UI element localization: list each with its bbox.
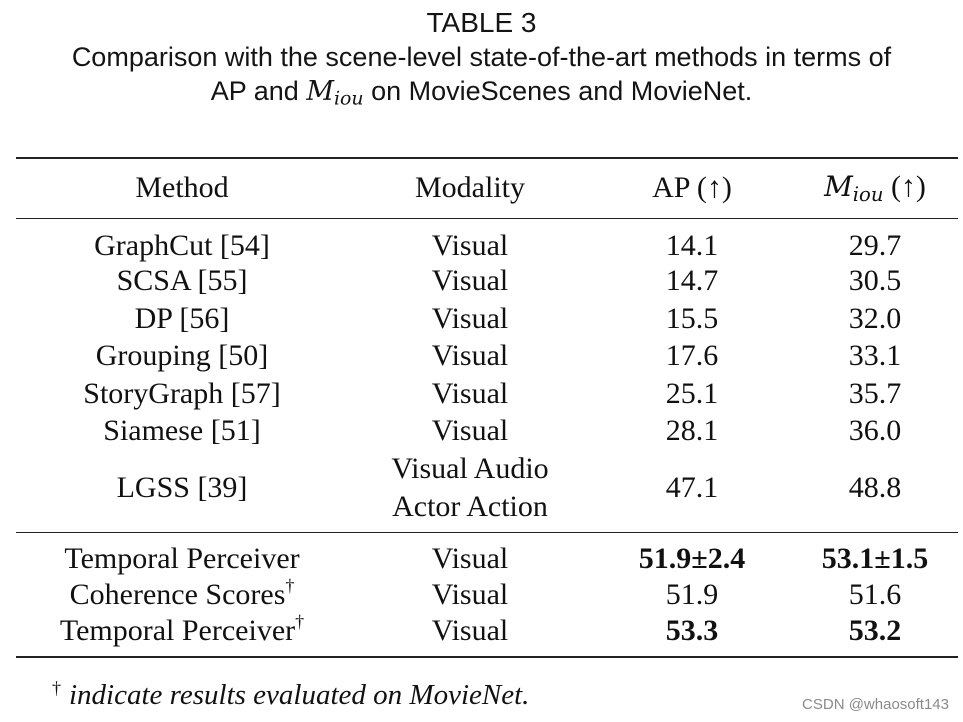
method-cell: LGSS [39] (116, 471, 248, 504)
miou-cell: 29.7 (848, 228, 902, 262)
method-cell: DP [56] (134, 301, 230, 335)
table-row (16, 375, 958, 413)
table-row (16, 413, 958, 451)
miou-cell: 48.8 (848, 471, 902, 504)
method-cell: StoryGraph [57] (83, 376, 281, 410)
table-row (16, 576, 958, 614)
method-cell: Grouping [50] (95, 339, 269, 373)
method-cell: Temporal Perceiver† (59, 611, 305, 647)
dagger-mark: † (285, 575, 295, 596)
ap-cell: 17.6 (665, 339, 719, 373)
caption-line-2-post: on MovieScenes and MovieNet. (371, 76, 753, 106)
caption-line-1: Comparison with the scene-level state-of-the-art methods in terms of (71, 42, 892, 72)
header-miou: $M_{iou}$ (↑) (792, 158, 958, 218)
watermark: CSDN @whaosoft143 (802, 696, 949, 713)
modality-cell: Visual (431, 264, 509, 298)
modality-cell: Visual (431, 542, 509, 575)
miou-cell: 35.7 (848, 376, 902, 410)
modality-cell (348, 450, 592, 533)
miou-cell: 51.6 (848, 578, 902, 611)
modality-cell: Visual (431, 301, 509, 335)
table-row (16, 338, 958, 376)
table-label: TABLE 3 (426, 7, 537, 38)
method-cell: Temporal Perceiver (64, 542, 300, 575)
ap-cell: 51.9 (665, 578, 719, 611)
miou-cell: 53.1±1.5 (821, 542, 929, 575)
header-row (16, 158, 958, 218)
ap-cell: 51.9±2.4 (638, 542, 746, 575)
modality-line-2: Actor Action (392, 490, 548, 523)
miou-cell: 30.5 (848, 264, 902, 298)
table-row (16, 218, 958, 263)
miou-cell: 36.0 (848, 414, 902, 448)
ap-cell: 53.3 (665, 614, 719, 647)
ap-cell: 15.5 (665, 301, 719, 335)
table-footnote (52, 678, 529, 712)
header-ap: AP (↑) (592, 158, 792, 218)
table-row (16, 614, 958, 657)
modality-cell: Visual (431, 578, 509, 611)
modality-cell: Visual (431, 339, 509, 373)
table-row (16, 263, 958, 301)
caption-line-2-pre: AP and (210, 76, 299, 106)
modality-cell: Visual (431, 414, 509, 448)
results-table (16, 157, 958, 658)
caption-line-2 (0, 74, 963, 116)
method-cell: Siamese [51] (103, 414, 261, 448)
ap-cell: 25.1 (665, 376, 719, 410)
footnote-text: indicate results evaluated on MovieNet. (69, 679, 530, 711)
miou-cell: 32.0 (848, 301, 902, 335)
modality-line-1: Visual Audio (391, 452, 549, 485)
ap-cell: 14.1 (665, 228, 719, 262)
table-row (16, 300, 958, 338)
miou-cell: 33.1 (848, 339, 902, 373)
ap-cell: 14.7 (665, 264, 719, 298)
dagger-mark: † (295, 611, 305, 632)
footnote-dagger: † (52, 678, 61, 698)
modality-cell: Visual (431, 614, 509, 647)
modality-cell: Visual (431, 228, 509, 262)
modality-cell: Visual (431, 376, 509, 410)
table-row (16, 450, 958, 533)
table-caption (0, 6, 963, 116)
miou-cell: 53.2 (848, 614, 902, 647)
method-cell: GraphCut [54] (94, 228, 270, 262)
ap-cell: 28.1 (665, 414, 719, 448)
method-cell: SCSA [55] (116, 264, 248, 298)
caption-miou-symbol: $M_{iou}$ (306, 76, 364, 110)
header-modality: Modality (348, 158, 592, 218)
header-method: Method (16, 158, 348, 218)
table-row (16, 533, 958, 577)
ap-cell: 47.1 (665, 471, 719, 504)
method-cell: Coherence Scores† (69, 575, 295, 611)
